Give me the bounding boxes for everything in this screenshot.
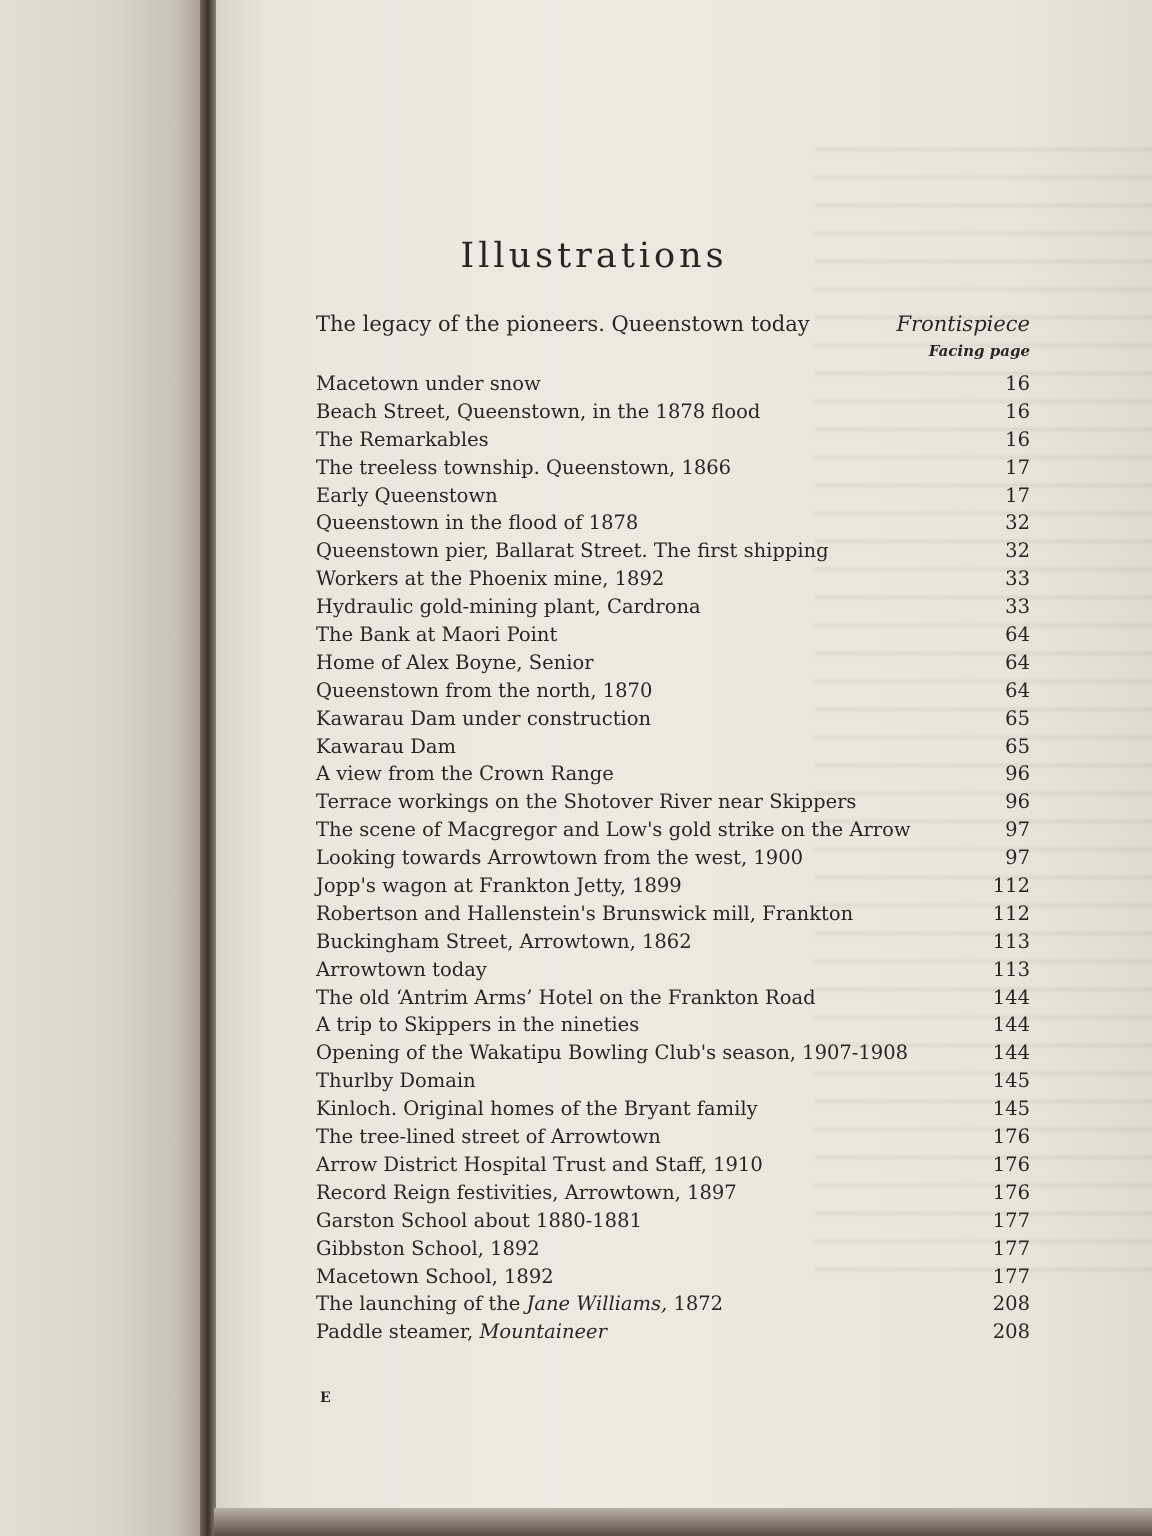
entry-page-number: 144	[992, 1013, 1030, 1037]
entry-page-number: 16	[1005, 372, 1030, 395]
entry-caption-text: 1872	[667, 1292, 724, 1316]
entry-page-number: 145	[992, 1097, 1030, 1121]
entry-page-number: 97	[1005, 846, 1030, 870]
list-item	[316, 1039, 1036, 1067]
frontispiece-label: Frontispiece	[896, 312, 1030, 336]
entry-page-number: 96	[1005, 762, 1030, 786]
entry-page-number: 32	[1005, 511, 1030, 535]
entry-caption: The treeless township. Queenstown, 1866	[316, 455, 732, 479]
entry-caption-text: The launching of the	[316, 1292, 527, 1316]
list-item	[316, 649, 1036, 677]
entry-caption: The Bank at Maori Point	[316, 623, 558, 647]
list-item	[316, 398, 1036, 426]
entry-caption: Buckingham Street, Arrowtown, 1862	[316, 929, 692, 953]
entry-page-number: 112	[992, 901, 1030, 925]
list-item	[316, 1179, 1036, 1207]
list-item	[316, 872, 1036, 900]
list-item	[316, 537, 1036, 565]
list-item	[316, 816, 1036, 844]
entry-caption: Kawarau Dam under construction	[316, 706, 652, 730]
list-item	[316, 984, 1036, 1012]
entry-caption: Kinloch. Original homes of the Bryant family	[316, 1097, 758, 1121]
facing-page-header	[316, 342, 1036, 366]
entry-caption: Terrace workings on the Shotover River near Skippers	[316, 790, 857, 814]
entry-caption	[316, 1318, 607, 1346]
list-item	[316, 900, 1036, 928]
entry-page-number: 113	[992, 929, 1030, 953]
entry-caption: Looking towards Arrowtown from the west, 1900	[316, 846, 804, 870]
list-item	[316, 956, 1036, 984]
entry-page-number: 177	[992, 1236, 1030, 1260]
frontispiece-caption: The legacy of the pioneers. Queenstown today	[316, 312, 810, 336]
entry-caption: Kawarau Dam	[316, 734, 456, 758]
entry-caption: The old ‘Antrim Arms’ Hotel on the Frankton Road	[316, 985, 816, 1009]
entry-page-number: 112	[992, 874, 1030, 898]
illustrations-list-block	[316, 312, 1036, 1346]
entry-caption: Home of Alex Boyne, Senior	[316, 650, 594, 674]
entry-caption: Jopp's wagon at Frankton Jetty, 1899	[316, 874, 682, 898]
list-item	[316, 1290, 1036, 1318]
entry-caption: A view from the Crown Range	[316, 762, 614, 786]
list-item	[316, 426, 1036, 454]
entry-page-number: 177	[992, 1208, 1030, 1232]
entry-page-number: 16	[1005, 399, 1030, 423]
entry-caption: The tree-lined street of Arrowtown	[316, 1125, 661, 1149]
list-item	[316, 928, 1036, 956]
entry-page-number: 64	[1005, 650, 1030, 674]
entry-caption: A trip to Skippers in the nineties	[316, 1013, 640, 1037]
list-item	[316, 1123, 1036, 1151]
entry-page-number: 33	[1005, 567, 1030, 591]
entry-caption: The scene of Macgregor and Low's gold strike on the Arrow	[316, 818, 911, 842]
entry-page-number: 96	[1005, 790, 1030, 814]
entry-page-number: 32	[1005, 539, 1030, 563]
entry-page-number: 177	[992, 1264, 1030, 1288]
entry-page-number: 65	[1005, 734, 1030, 758]
book-gutter	[200, 0, 216, 1536]
entry-caption: Opening of the Wakatipu Bowling Club's season, 1907-1908	[316, 1041, 909, 1065]
list-item	[316, 1011, 1036, 1039]
entry-caption: Record Reign festivities, Arrowtown, 1897	[316, 1180, 737, 1204]
signature-mark: E	[320, 1390, 331, 1406]
entry-page-number: 144	[992, 1041, 1030, 1065]
entry-caption: Gibbston School, 1892	[316, 1236, 540, 1260]
list-item	[316, 593, 1036, 621]
entry-caption	[316, 1290, 723, 1318]
entry-page-number: 176	[992, 1152, 1030, 1176]
entry-caption: Queenstown from the north, 1870	[316, 678, 653, 702]
list-item	[316, 1207, 1036, 1235]
entry-page-number: 65	[1005, 706, 1030, 730]
list-item	[316, 1263, 1036, 1291]
list-item	[316, 1067, 1036, 1095]
entry-caption: Macetown under snow	[316, 372, 541, 395]
entry-page-number: 64	[1005, 678, 1030, 702]
illustrations-list	[316, 370, 1036, 1346]
entry-caption: Early Queenstown	[316, 483, 498, 507]
list-item	[316, 1235, 1036, 1263]
entry-caption: Thurlby Domain	[316, 1069, 476, 1093]
entry-caption: Queenstown pier, Ballarat Street. The first shipping	[316, 539, 829, 563]
list-item	[316, 482, 1036, 510]
entry-page-number: 97	[1005, 818, 1030, 842]
entry-caption: Arrowtown today	[316, 957, 487, 981]
entry-caption-italic: Mountaineer	[479, 1320, 607, 1344]
list-item	[316, 509, 1036, 537]
entry-page-number: 64	[1005, 623, 1030, 647]
entry-caption-italic: Jane Williams,	[526, 1292, 668, 1316]
entry-page-number: 176	[992, 1180, 1030, 1204]
entry-page-number: 33	[1005, 595, 1030, 619]
list-item	[316, 788, 1036, 816]
list-item	[316, 844, 1036, 872]
entry-caption: Workers at the Phoenix mine, 1892	[316, 567, 665, 591]
entry-page-number: 208	[992, 1292, 1030, 1316]
entry-caption: Macetown School, 1892	[316, 1264, 554, 1288]
entry-caption: Garston School about 1880-1881	[316, 1208, 642, 1232]
entry-caption: Robertson and Hallenstein's Brunswick mill, Frankton	[316, 901, 854, 925]
list-item	[316, 1151, 1036, 1179]
entry-page-number: 16	[1005, 427, 1030, 451]
page-bottom-edge	[214, 1508, 1152, 1536]
list-item	[316, 733, 1036, 761]
list-item	[316, 454, 1036, 482]
entry-page-number: 145	[992, 1069, 1030, 1093]
list-item	[316, 565, 1036, 593]
list-item	[316, 705, 1036, 733]
list-item	[316, 370, 1036, 398]
entry-caption: Hydraulic gold-mining plant, Cardrona	[316, 595, 701, 619]
entry-page-number: 113	[992, 957, 1030, 981]
entry-page-number: 144	[992, 985, 1030, 1009]
entry-page-number: 176	[992, 1125, 1030, 1149]
entry-caption: The Remarkables	[316, 427, 489, 451]
facing-page-label: Facing page	[928, 342, 1030, 360]
list-item	[316, 621, 1036, 649]
entry-caption: Beach Street, Queenstown, in the 1878 flood	[316, 399, 761, 423]
entry-caption: Arrow District Hospital Trust and Staff, 1910	[316, 1152, 763, 1176]
list-item	[316, 760, 1036, 788]
entry-page-number: 17	[1005, 483, 1030, 507]
entry-caption-text: Paddle steamer,	[316, 1320, 480, 1344]
entry-page-number: 17	[1005, 455, 1030, 479]
frontispiece-row	[316, 312, 1036, 342]
list-item	[316, 1095, 1036, 1123]
left-page	[0, 0, 210, 1536]
entry-page-number: 208	[992, 1320, 1030, 1344]
list-item	[316, 1318, 1036, 1346]
list-item	[316, 677, 1036, 705]
page-title: Illustrations	[460, 236, 728, 276]
entry-caption: Queenstown in the flood of 1878	[316, 511, 639, 535]
